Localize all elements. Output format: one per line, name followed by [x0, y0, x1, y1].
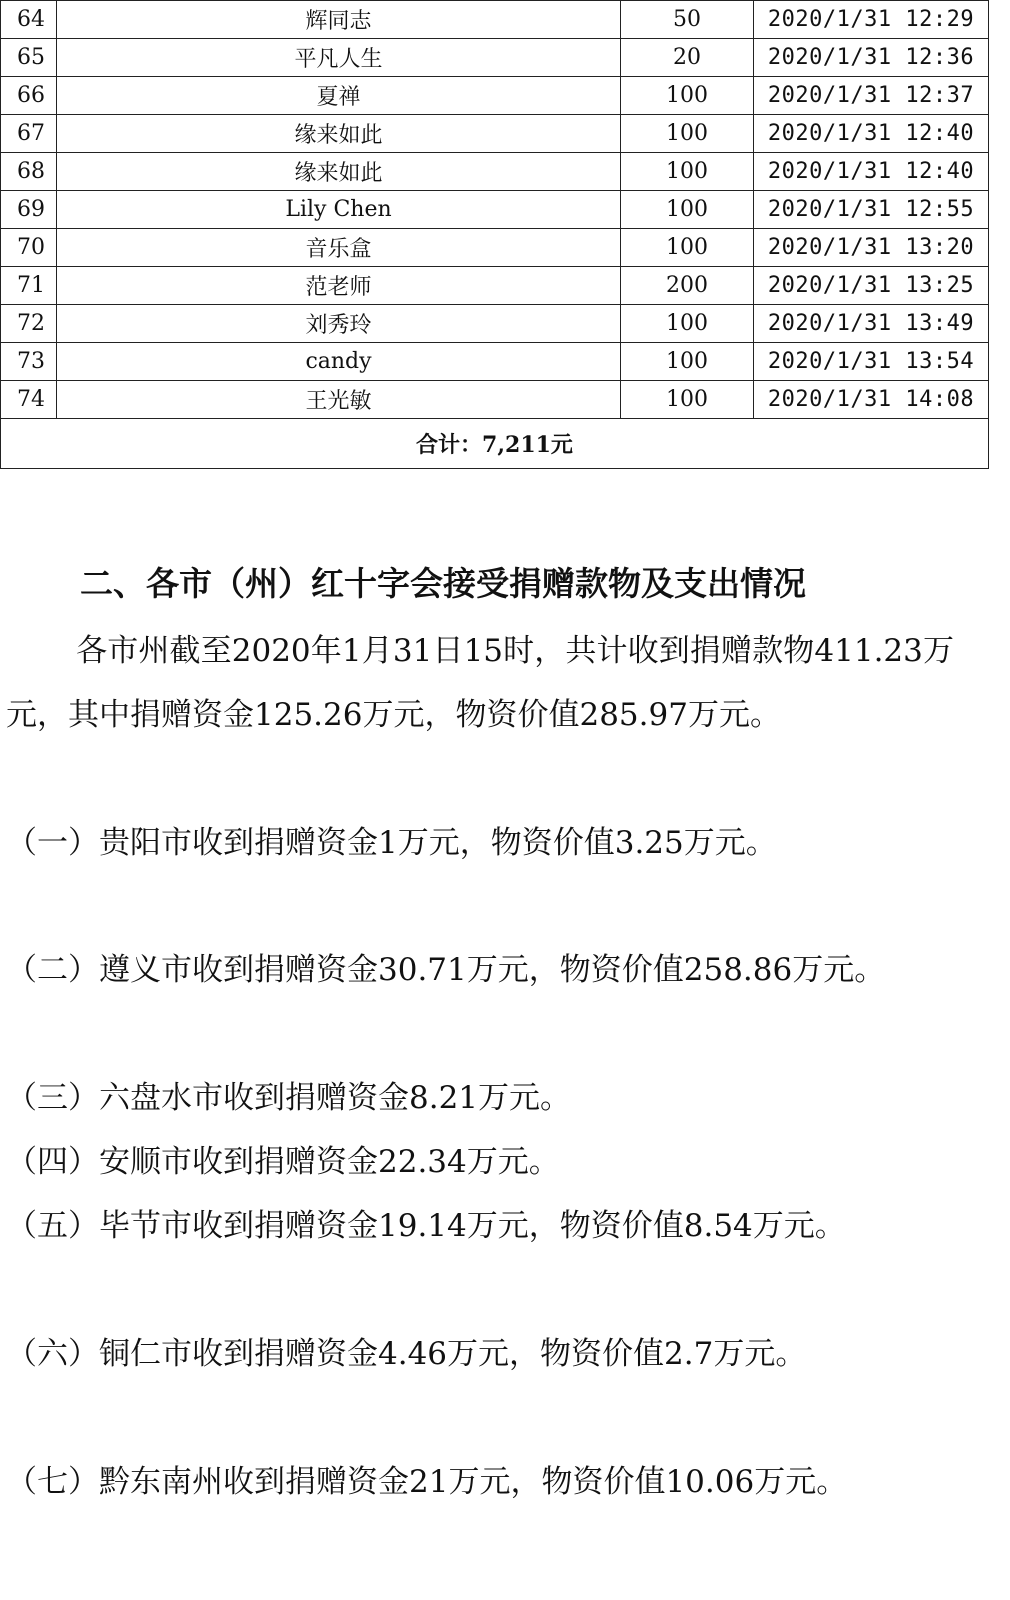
row-number: 68 — [1, 153, 57, 191]
total-cell: 合计：7,211元 — [1, 419, 989, 469]
row-number: 66 — [1, 77, 57, 115]
donation-amount: 100 — [621, 343, 754, 381]
row-number: 65 — [1, 39, 57, 77]
city-item-7 — [6, 1451, 954, 1515]
row-number: 69 — [1, 191, 57, 229]
donor-name: 缘来如此 — [57, 115, 621, 153]
donor-name: 王光敏 — [57, 381, 621, 419]
donor-name: 缘来如此 — [57, 153, 621, 191]
city-item-2 — [6, 939, 954, 1003]
donations-table — [0, 0, 989, 469]
table-row — [1, 343, 989, 381]
section-heading: 二、各市（州）红十字会接受捐赠款物及支出情况 — [80, 564, 806, 603]
donation-amount: 100 — [621, 229, 754, 267]
table-row — [1, 153, 989, 191]
city-item-text: （六）铜仁市收到捐赠资金4.46万元，物资价值2.7万元。 — [6, 1336, 807, 1372]
city-item-text: （三）六盘水市收到捐赠资金8.21万元。 — [6, 1080, 572, 1116]
row-number: 73 — [1, 343, 57, 381]
table-row — [1, 267, 989, 305]
city-item-6 — [6, 1323, 954, 1387]
table-row — [1, 381, 989, 419]
row-number: 72 — [1, 305, 57, 343]
donation-time: 2020/1/31 12:40 — [754, 153, 989, 191]
donation-time: 2020/1/31 14:08 — [754, 381, 989, 419]
donation-amount: 200 — [621, 267, 754, 305]
donation-amount: 100 — [621, 381, 754, 419]
donor-name: Lily Chen — [57, 191, 621, 229]
intro-paragraph — [6, 620, 954, 747]
donation-time: 2020/1/31 13:25 — [754, 267, 989, 305]
city-item-text: （一）贵阳市收到捐赠资金1万元，物资价值3.25万元。 — [6, 825, 777, 861]
row-number: 74 — [1, 381, 57, 419]
donor-name: 平凡人生 — [57, 39, 621, 77]
donor-name: 刘秀玲 — [57, 305, 621, 343]
donation-time: 2020/1/31 12:36 — [754, 39, 989, 77]
donation-time: 2020/1/31 13:49 — [754, 305, 989, 343]
donation-time: 2020/1/31 13:54 — [754, 343, 989, 381]
donor-name: 辉同志 — [57, 1, 621, 39]
donor-name: 音乐盒 — [57, 229, 621, 267]
city-item-5 — [6, 1195, 954, 1259]
donor-name: 夏禅 — [57, 77, 621, 115]
donation-amount: 100 — [621, 153, 754, 191]
table-row — [1, 115, 989, 153]
table-row — [1, 191, 989, 229]
table-row — [1, 39, 989, 77]
donation-amount: 20 — [621, 39, 754, 77]
city-item-1 — [6, 812, 954, 876]
row-number: 64 — [1, 1, 57, 39]
donations-table-body — [1, 1, 989, 419]
total-row — [1, 419, 989, 469]
donation-time: 2020/1/31 12:29 — [754, 1, 989, 39]
donor-name: candy — [57, 343, 621, 381]
table-row — [1, 305, 989, 343]
row-number: 71 — [1, 267, 57, 305]
donation-amount: 50 — [621, 1, 754, 39]
donation-time: 2020/1/31 12:40 — [754, 115, 989, 153]
city-item-4 — [6, 1131, 954, 1195]
city-item-text: （四）安顺市收到捐赠资金22.34万元。 — [6, 1144, 560, 1180]
donor-name: 范老师 — [57, 267, 621, 305]
row-number: 70 — [1, 229, 57, 267]
row-number: 67 — [1, 115, 57, 153]
donation-time: 2020/1/31 13:20 — [754, 229, 989, 267]
table-row — [1, 229, 989, 267]
donation-amount: 100 — [621, 115, 754, 153]
donation-time: 2020/1/31 12:55 — [754, 191, 989, 229]
city-item-text: （二）遵义市收到捐赠资金30.71万元，物资价值258.86万元。 — [6, 952, 886, 988]
city-item-text: （五）毕节市收到捐赠资金19.14万元，物资价值8.54万元。 — [6, 1208, 846, 1244]
city-item-3 — [6, 1067, 954, 1131]
donation-time: 2020/1/31 12:37 — [754, 77, 989, 115]
donation-amount: 100 — [621, 77, 754, 115]
donation-amount: 100 — [621, 305, 754, 343]
city-item-text: （七）黔东南州收到捐赠资金21万元，物资价值10.06万元。 — [6, 1464, 848, 1500]
intro-text: 各市州截至2020年1月31日15时，共计收到捐赠款物411.23万元，其中捐赠资金125.26万元，物资价值285.97万元。 — [6, 633, 954, 733]
donation-amount: 100 — [621, 191, 754, 229]
table-row — [1, 77, 989, 115]
table-row — [1, 1, 989, 39]
